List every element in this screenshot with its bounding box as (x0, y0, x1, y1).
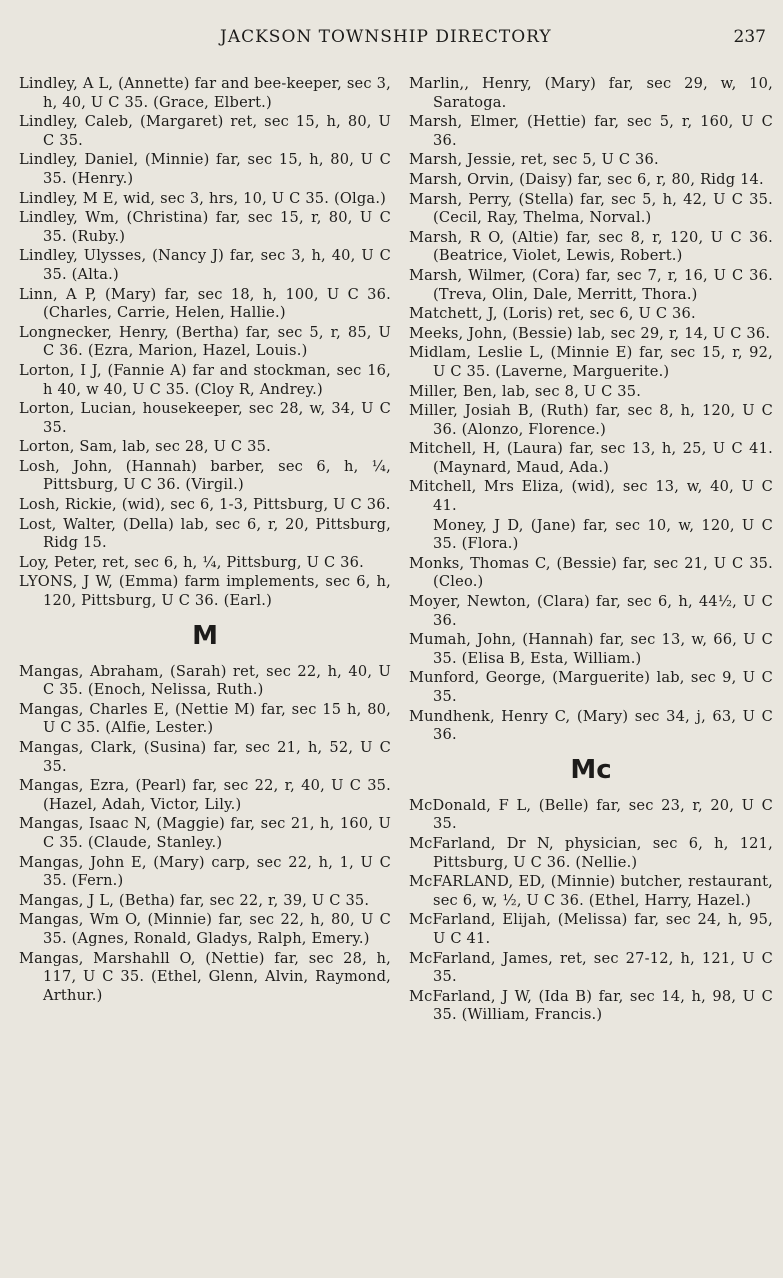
section-heading-mc: Mc (570, 754, 612, 785)
left-column (19, 75, 391, 1006)
directory-entry: Mitchell, Mrs Eliza, (wid), sec 13, w, 40, U C 41. (409, 478, 773, 515)
directory-entry: LYONS, J W, (Emma) farm implements, sec 6, h, 120, Pittsburg, U C 36. (Earl.) (19, 573, 391, 610)
page-header (0, 27, 783, 53)
directory-entry: Money, J D, (Jane) far, sec 10, w, 120, U C 35. (Flora.) (433, 516, 773, 553)
directory-entry: Marsh, R O, (Altie) far, sec 8, r, 120, U C 36. (Beatrice, Violet, Lewis, Robert.) (409, 228, 773, 265)
directory-entry: Moyer, Newton, (Clara) far, sec 6, h, 44½, U C 36. (409, 593, 773, 629)
directory-entry: Lindley, Daniel, (Minnie) far, sec 15, h, 80, U C 35. (Henry.) (19, 151, 391, 187)
directory-entry: Marsh, Wilmer, (Cora) far, sec 7, r, 16, U C 36. (Treva, Olin, Dale, Merritt, Thora.) (409, 266, 773, 303)
directory-entry: Lost, Walter, (Della) lab, sec 6, r, 20, Pittsburg, Ridg 15. (19, 515, 391, 552)
directory-entry: Lindley, Wm, (Christina) far, sec 15, r, 80, U C 35. (Ruby.) (19, 209, 391, 245)
directory-entry: McFarland, Elijah, (Melissa) far, sec 24, h, 95, U C 41. (409, 911, 773, 947)
directory-entry: Marsh, Jessie, ret, sec 5, U C 36. (409, 151, 659, 169)
directory-entry: McFarland, J W, (Ida B) far, sec 14, h, 98, U C 35. (William, Francis.) (409, 987, 773, 1024)
right-column (409, 75, 773, 1026)
directory-entry: Mangas, John E, (Mary) carp, sec 22, h, 1, U C 35. (Fern.) (19, 853, 391, 890)
directory-entry: Lorton, I J, (Fannie A) far and stockman, sec 16, h 40, w 40, U C 35. (Cloy R, Andrey.) (19, 361, 391, 398)
directory-entry: Marsh, Perry, (Stella) far, sec 5, h, 42, U C 35. (Cecil, Ray, Thelma, Norval.) (409, 190, 773, 227)
entries-m-right (409, 75, 773, 745)
directory-entry: McFARLAND, ED, (Minnie) butcher, restaurant, sec 6, w, ½, U C 36. (Ethel, Harry, Hazel.) (409, 873, 773, 909)
directory-entry: Mangas, J L, (Betha) far, sec 22, r, 39, U C 35. (19, 891, 370, 909)
directory-entry: Mangas, Isaac N, (Maggie) far, sec 21, h, 160, U C 35. (Claude, Stanley.) (19, 815, 391, 851)
directory-entry: Meeks, John, (Bessie) lab, sec 29, r, 14, U C 36. (409, 324, 771, 342)
entries-mc (409, 797, 773, 1025)
directory-entry: McDonald, F L, (Belle) far, sec 23, r, 20, U C 35. (409, 796, 773, 833)
directory-entry: Mumah, John, (Hannah) far, sec 13, w, 66, U C 35. (Elisa B, Esta, William.) (409, 631, 773, 667)
directory-entry: Mangas, Charles E, (Nettie M) far, sec 15 h, 80, U C 35. (Alfie, Lester.) (19, 700, 391, 737)
directory-entry: Lindley, A L, (Annette) far and bee-keeper, sec 3, h, 40, U C 35. (Grace, Elbert.) (19, 75, 391, 111)
directory-entry: Matchett, J, (Loris) ret, sec 6, U C 36. (409, 305, 696, 323)
directory-entry: Mundhenk, Henry C, (Mary) sec 34, j, 63, U C 36. (409, 707, 773, 744)
directory-entry: Losh, Rickie, (wid), sec 6, 1-3, Pittsburg, U C 36. (19, 496, 391, 514)
directory-entry: Lindley, Ulysses, (Nancy J) far, sec 3, h, 40, U C 35. (Alta.) (19, 247, 391, 283)
directory-entry: Lindley, Caleb, (Margaret) ret, sec 15, h, 80, U C 35. (19, 113, 391, 149)
entries-l (19, 75, 391, 611)
directory-entry: Mangas, Clark, (Susina) far, sec 21, h, 52, U C 35. (19, 739, 391, 775)
directory-entry: Marlin,, Henry, (Mary) far, sec 29, w, 10, Saratoga. (409, 75, 773, 111)
directory-entry: Losh, John, (Hannah) barber, sec 6, h, ¼, Pittsburg, U C 36. (Virgil.) (19, 457, 391, 494)
directory-entry: Mangas, Abraham, (Sarah) ret, sec 22, h, 40, U C 35. (Enoch, Nelissa, Ruth.) (19, 662, 391, 699)
directory-entry: Marsh, Elmer, (Hettie) far, sec 5, r, 160, U C 36. (409, 113, 773, 149)
directory-entry: Lindley, M E, wid, sec 3, hrs, 10, U C 35. (Olga.) (19, 189, 387, 207)
directory-entry: Lorton, Sam, lab, sec 28, U C 35. (19, 438, 271, 456)
directory-entry: McFarland, Dr N, physician, sec 6, h, 121, Pittsburg, U C 36. (Nellie.) (409, 834, 773, 871)
entries-m-left (19, 663, 391, 1006)
directory-entry: Mangas, Marshahll O, (Nettie) far, sec 28, h, 117, U C 35. (Ethel, Glenn, Alvin, Raymond, Arthur.) (19, 949, 391, 1004)
directory-entry: Mangas, Ezra, (Pearl) far, sec 22, r, 40, U C 35. (Hazel, Adah, Victor, Lily.) (19, 777, 391, 813)
section-heading-m: M (192, 620, 218, 651)
running-title: JACKSON TOWNSHIP DIRECTORY (220, 27, 552, 47)
directory-entry: Mitchell, H, (Laura) far, sec 13, h, 25, U C 41. (Maynard, Maud, Ada.) (409, 440, 773, 476)
directory-entry: Miller, Josiah B, (Ruth) far, sec 8, h, 120, U C 36. (Alonzo, Florence.) (409, 402, 773, 438)
directory-entry: Loy, Peter, ret, sec 6, h, ¼, Pittsburg, U C 36. (19, 553, 364, 571)
directory-entry: Miller, Ben, lab, sec 8, U C 35. (409, 382, 642, 400)
directory-entry: McFarland, James, ret, sec 27-12, h, 121, U C 35. (409, 949, 773, 986)
directory-entry: Munford, George, (Marguerite) lab, sec 9, U C 35. (409, 669, 773, 705)
directory-entry: Monks, Thomas C, (Bessie) far, sec 21, U C 35. (Cleo.) (409, 554, 773, 591)
directory-entry: Marsh, Orvin, (Daisy) far, sec 6, r, 80, Ridg 14. (409, 170, 764, 188)
page-number: 237 (733, 27, 766, 47)
directory-entry: Midlam, Leslie L, (Minnie E) far, sec 15, r, 92, U C 35. (Laverne, Marguerite.) (409, 344, 773, 380)
directory-entry: Longnecker, Henry, (Bertha) far, sec 5, r, 85, U C 36. (Ezra, Marion, Hazel, Louis.) (19, 323, 391, 360)
directory-entry: Linn, A P, (Mary) far, sec 18, h, 100, U C 36. (Charles, Carrie, Helen, Hallie.) (19, 285, 391, 322)
directory-entry: Mangas, Wm O, (Minnie) far, sec 22, h, 80, U C 35. (Agnes, Ronald, Gladys, Ralph, Emery.) (19, 911, 391, 947)
directory-entry: Lorton, Lucian, housekeeper, sec 28, w, 34, U C 35. (19, 400, 391, 436)
